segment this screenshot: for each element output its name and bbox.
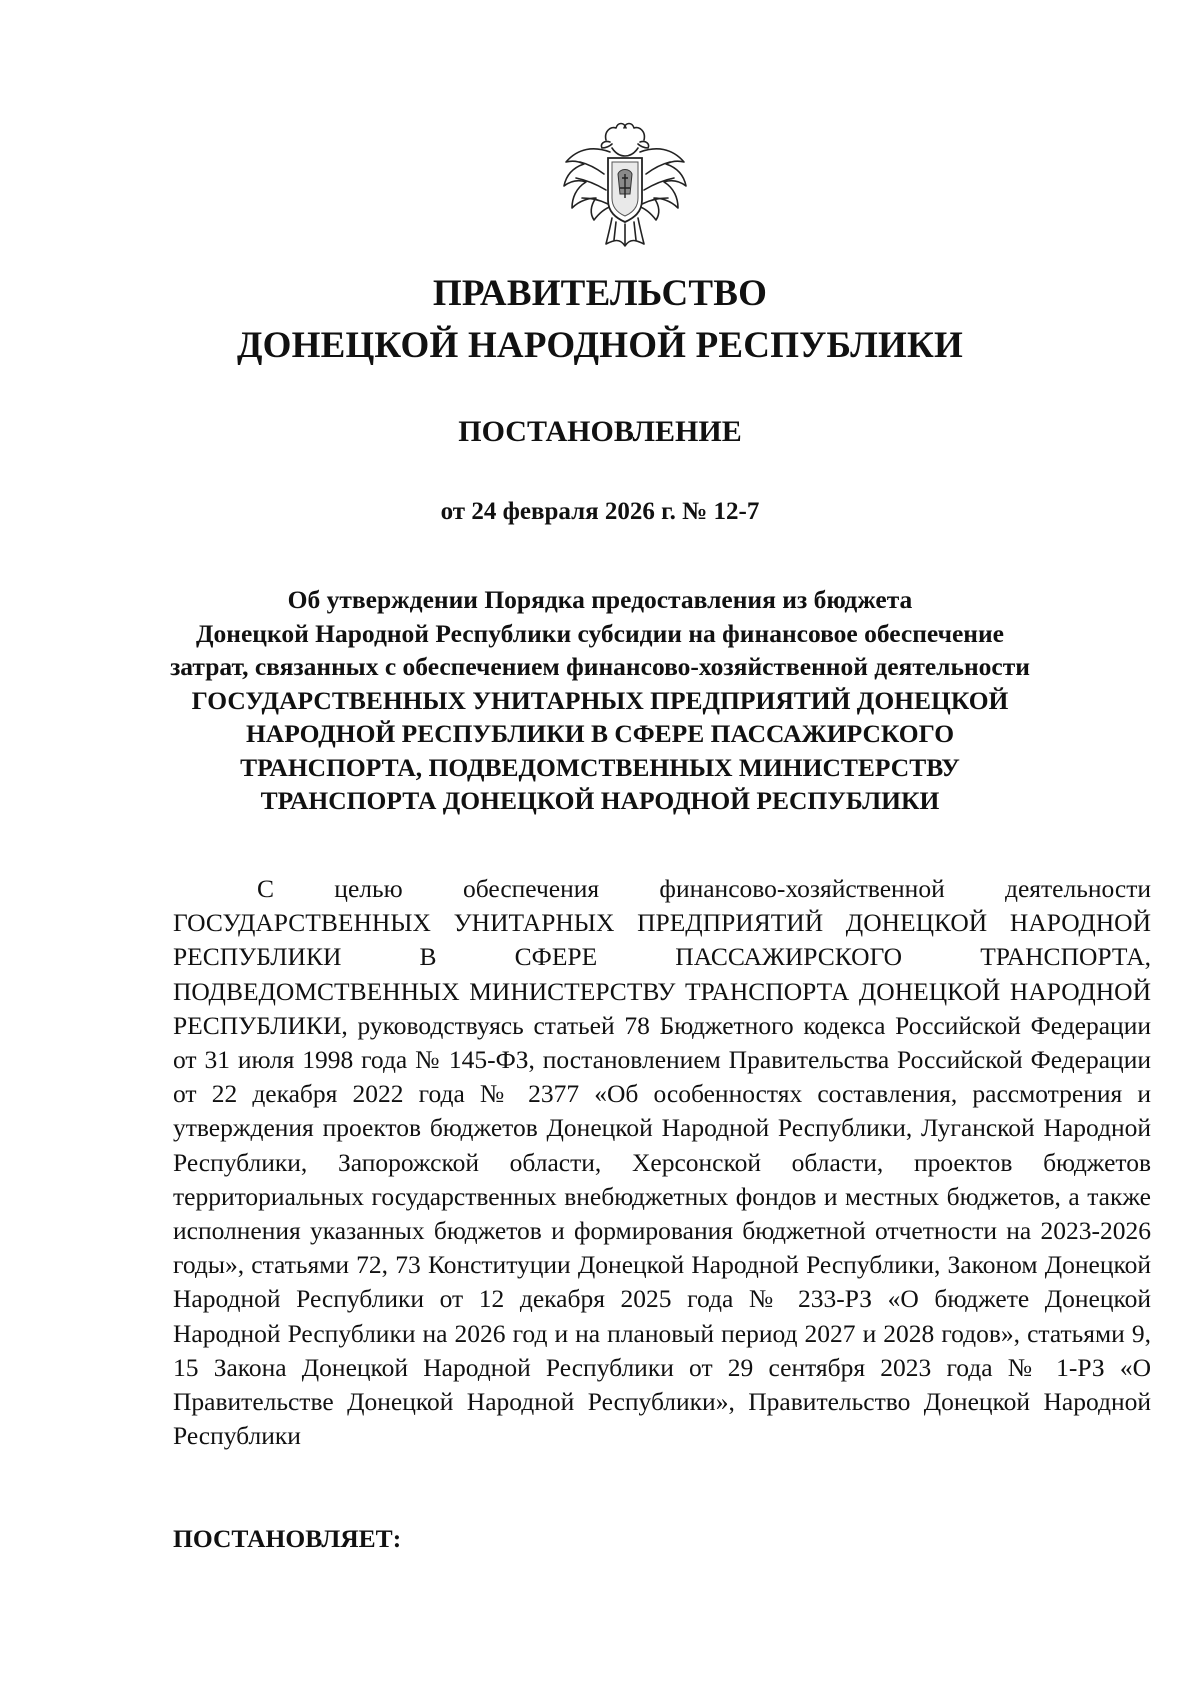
- government-title-line2: ДОНЕЦКОЙ НАРОДНОЙ РЕСПУБЛИКИ: [236, 325, 964, 366]
- subject-line: затрат, связанных с обеспечением финансово-хозяйственной деятельности: [170, 652, 1030, 681]
- subject-line: Об утверждении Порядка предоставления из бюджета: [287, 585, 913, 614]
- government-title: [0, 268, 1200, 372]
- subject-line: ТРАНСПОРТА ДОНЕЦКОЙ НАРОДНОЙ РЕСПУБЛИКИ: [260, 786, 940, 815]
- subject-line: Донецкой Народной Республики субсидии на финансовое обеспечение: [196, 618, 1004, 648]
- preamble-paragraph: С целью обеспечения финансово-хозяйственной деятельности ГОСУДАРСТВЕННЫХ УНИТАРНЫХ ПРЕДПРИЯТИЙ ДОНЕЦКОЙ НАРОДНОЙ РЕСПУБЛИКИ В СФЕРЕ ПАССАЖИРСКОГО ТРАНСПОРТА, ПОДВЕДОМСТВЕННЫХ МИНИСТЕРСТВУ ТРАНСПОРТА ДОНЕЦКОЙ НАРОДНОЙ РЕСПУБЛИКИ, руководствуясь статьей 78 Бюджетного кодекса Российской Федерации от 31 июля 1998 года № 145-ФЗ, постановлением Правительства Российской Федерации от 22 декабря 2022 года № 2377 «Об особенностях составления, рассмотрения и утверждения проектов бюджетов Донецкой Народной Республики, Луганской Народной Республики, Запорожской области, Херсонской области, проектов бюджетов территориальных государственных внебюджетных фондов и местных бюджетов, а также исполнения указанных бюджетов и формирования бюджетной отчетности на 2023-2026 годы», статьями 72, 73 Конституции Донецкой Народной Республики, Законом Донецкой Народной Республики от 12 декабря 2025 года № 233-РЗ «О бюджете Донецкой Народной Республики на 2026 год и на плановый период 2027 и 2028 годов», статьями 9, 15 Закона Донецкой Народной Республики от 29 сентября 2023 года № 1-РЗ «О Правительстве Донецкой Народной Республики», Правительство Донецкой Народной Республики: [173, 874, 1151, 1451]
- subject-line: НАРОДНОЙ РЕСПУБЛИКИ В СФЕРЕ ПАССАЖИРСКОГО: [245, 719, 955, 748]
- subject-line: ТРАНСПОРТА, ПОДВЕДОМСТВЕННЫХ МИНИСТЕРСТВУ: [240, 752, 960, 782]
- document-type: ПОСТАНОВЛЕНИЕ: [458, 415, 742, 448]
- document-date-number: от 24 февраля 2026 г. № 12-7: [440, 498, 760, 525]
- subject-line: ГОСУДАРСТВЕННЫХ УНИТАРНЫХ ПРЕДПРИЯТИЙ ДОНЕЦКОЙ: [191, 685, 1009, 715]
- coat-of-arms-icon: [560, 118, 690, 253]
- resolve-heading: ПОСТАНОВЛЯЕТ:: [173, 1524, 402, 1553]
- document-subject: [150, 583, 1050, 818]
- government-title-line1: ПРАВИТЕЛЬСТВО: [432, 273, 768, 314]
